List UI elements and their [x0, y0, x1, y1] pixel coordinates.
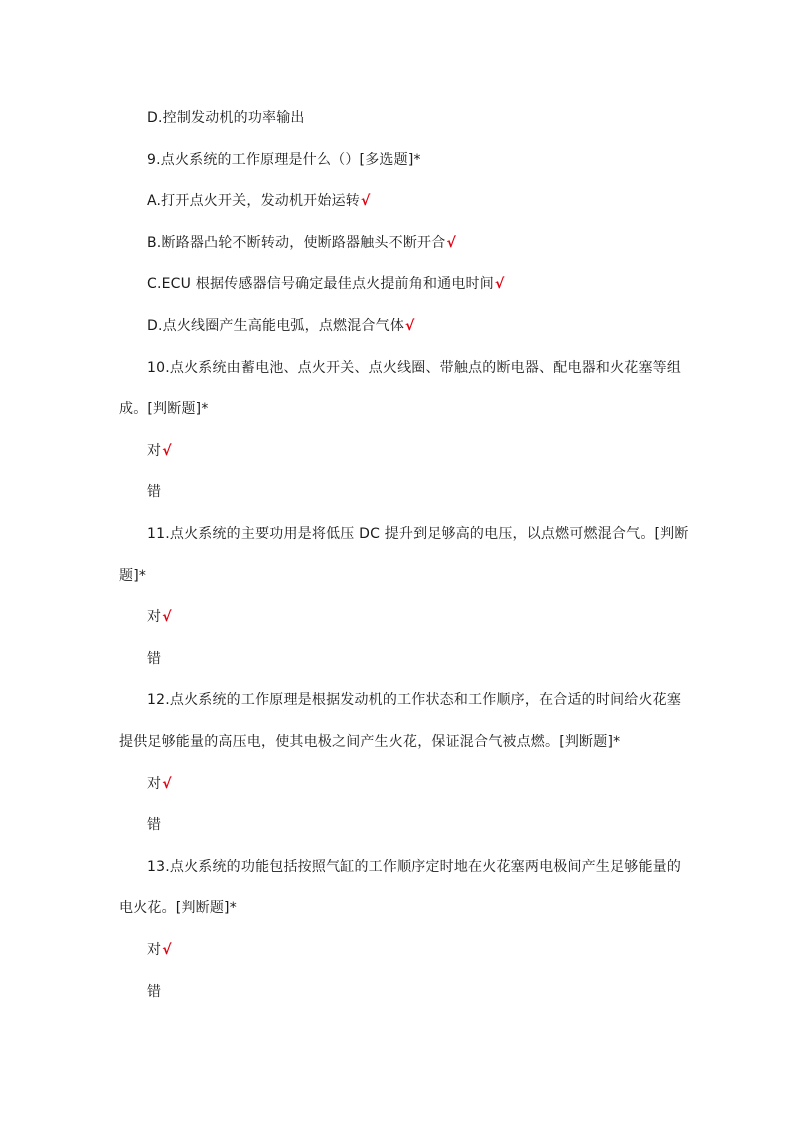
q13-question-text-2: 电火花。[判断题]* — [119, 900, 237, 916]
q13-question-line1 — [147, 857, 681, 877]
check-mark-icon: √ — [162, 942, 172, 958]
check-mark-icon: √ — [494, 276, 505, 292]
q9-option-d-text: D.点火线圈产生高能电弧，点燃混合气体 — [147, 318, 405, 334]
q12-question-text-1: 12.点火系统的工作原理是根据发动机的工作状态和工作顺序，在合适的时间给火花塞 — [147, 692, 682, 708]
q11-question-line2 — [119, 566, 146, 586]
q13-question-text-1: 13.点火系统的功能包括按照气缸的工作顺序定时地在火花塞两电极间产生足够能量的 — [147, 859, 682, 875]
q10-option-true — [147, 441, 172, 461]
q9-question-text: 9.点火系统的工作原理是什么（）[多选题]* — [147, 152, 421, 168]
q12-option-false-text: 错 — [147, 817, 162, 833]
q10-question-text-1: 10.点火系统由蓄电池、点火开关、点火线圈、带触点的断电器、配电器和火花塞等组 — [147, 360, 682, 376]
q12-question-text-2: 提供足够能量的高压电，使其电极之间产生火花，保证混合气被点燃。[判断题]* — [119, 734, 621, 750]
q13-option-false — [147, 982, 161, 1002]
q11-option-false — [147, 649, 161, 669]
check-mark-icon: √ — [360, 193, 371, 209]
q11-option-true-text: 对 — [147, 609, 162, 625]
q9-option-a — [147, 191, 371, 211]
q10-question-line2 — [119, 399, 209, 419]
q12-option-false — [147, 815, 161, 835]
q10-question-line1 — [147, 358, 681, 378]
q9-option-b-text: B.断路器凸轮不断转动，使断路器触头不断开合 — [147, 235, 446, 251]
q9-option-b — [147, 233, 456, 253]
q11-question-text-1: 11.点火系统的主要功用是将低压 DC 提升到足够高的电压，以点燃可燃混合气。[判断 — [147, 526, 689, 542]
check-mark-icon: √ — [162, 776, 172, 792]
q8-option-d-text: D.控制发动机的功率输出 — [147, 110, 305, 126]
check-mark-icon: √ — [162, 609, 172, 625]
q13-question-line2 — [119, 898, 237, 918]
q12-option-true-text: 对 — [147, 776, 162, 792]
q9-option-c-text: C.ECU 根据传感器信号确定最佳点火提前角和通电时间 — [147, 276, 494, 292]
q9-option-a-text: A.打开点火开关，发动机开始运转 — [147, 193, 360, 209]
q11-option-true — [147, 607, 172, 627]
q12-option-true — [147, 774, 172, 794]
q13-option-true — [147, 940, 172, 960]
q9-option-c — [147, 274, 505, 294]
q10-option-false-text: 错 — [147, 484, 162, 500]
check-mark-icon: √ — [405, 318, 415, 334]
q11-question-line1 — [147, 524, 689, 544]
q8-option-d — [147, 108, 305, 128]
q9-question — [147, 150, 421, 170]
q12-question-line2 — [119, 732, 620, 752]
q13-option-true-text: 对 — [147, 942, 162, 958]
q13-option-false-text: 错 — [147, 984, 162, 1000]
q9-option-d — [147, 316, 415, 336]
check-mark-icon: √ — [446, 235, 457, 251]
q11-question-text-2: 题]* — [119, 568, 147, 584]
q11-option-false-text: 错 — [147, 651, 162, 667]
q12-question-line1 — [147, 690, 681, 710]
check-mark-icon: √ — [162, 443, 172, 459]
q10-option-false — [147, 482, 161, 502]
q10-option-true-text: 对 — [147, 443, 162, 459]
q10-question-text-2: 成。[判断题]* — [119, 401, 209, 417]
